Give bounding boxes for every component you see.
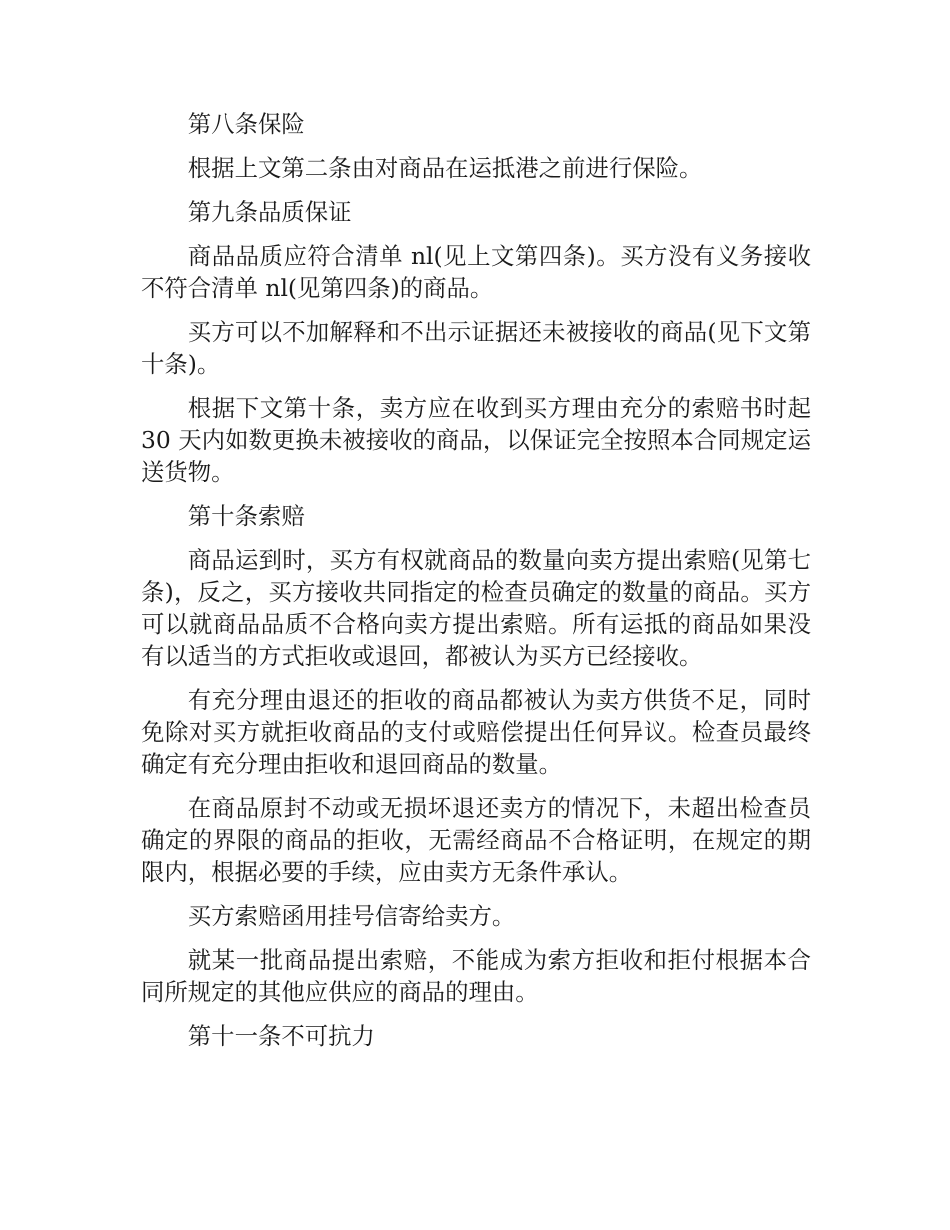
article-10-batch-text: 就某一批商品提出索赔，不能成为索方拒收和拒付根据本合同所规定的其他应供应的商品的理由。 — [141, 946, 811, 1006]
article-10-letter-text: 买方索赔函用挂号信寄给卖方。 — [187, 902, 516, 930]
article-8-heading: 第八条保险 — [187, 110, 305, 138]
article-10-heading: 第十条索赔 — [187, 502, 305, 530]
article-9-reject-text: 买方可以不加解释和不出示证据还未被接收的商品(见下文第十条)。 — [141, 318, 811, 378]
article-11-heading: 第十一条不可抗力 — [187, 1022, 375, 1050]
article-10-return-text: 有充分理由退还的拒收的商品都被认为卖方供货不足，同时免除对买方就拒收商品的支付或赔偿提出任何异议。检查员最终确定有充分理由拒收和退回商品的数量。 — [141, 686, 811, 778]
article-10-claim-text: 商品运到时，买方有权就商品的数量向卖方提出索赔(见第七条)，反之，买方接收共同指定的检查员确定的数量的商品。买方可以就商品品质不合格向卖方提出索赔。所有运抵的商品如果没有以适当的方式拒收或退回，都被认为买方已经接收。 — [141, 546, 811, 670]
article-9-heading: 第九条品质保证 — [187, 198, 352, 226]
article-9-replace-text: 根据下文第十条，卖方应在收到买方理由充分的索赔书时起 30 天内如数更换未被接收的商品，以保证完全按照本合同规定运送货物。 — [141, 394, 811, 486]
article-10-seal-text: 在商品原封不动或无损坏退还卖方的情况下，未超出检查员确定的界限的商品的拒收，无需经商品不合格证明，在规定的期限内，根据必要的手续，应由卖方无条件承认。 — [141, 794, 811, 886]
article-8-insurance-text: 根据上文第二条由对商品在运抵港之前进行保险。 — [187, 154, 703, 182]
article-9-quality-text: 商品品质应符合清单 nl(见上文第四条)。买方没有义务接收不符合清单 nl(见第四条)的商品。 — [141, 242, 811, 302]
document-body — [141, 108, 811, 1064]
